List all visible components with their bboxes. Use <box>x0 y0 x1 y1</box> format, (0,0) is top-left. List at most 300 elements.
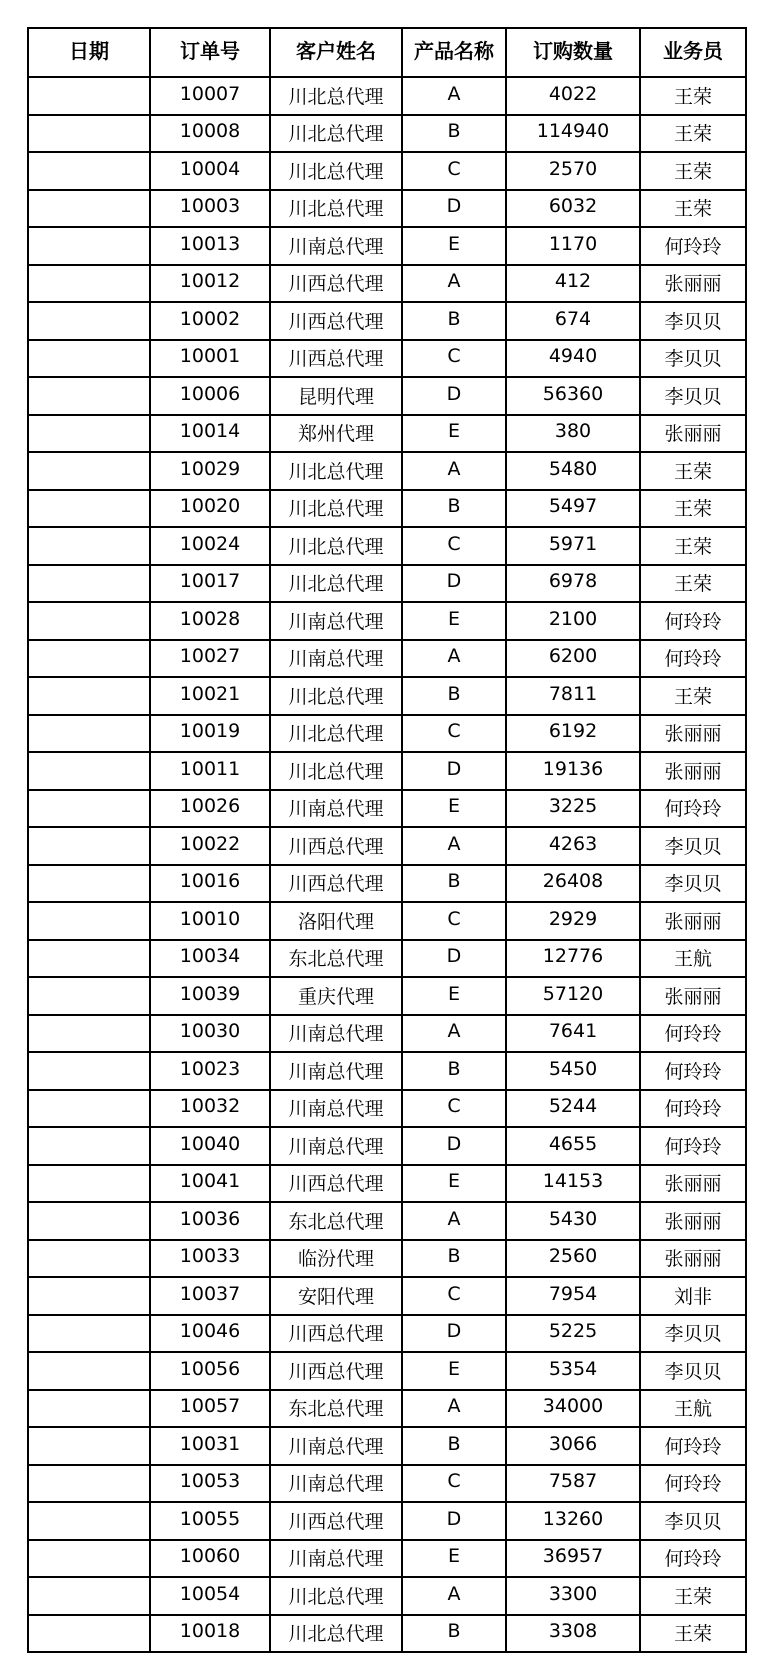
table-row <box>28 677 746 715</box>
order-no-cell: 10017 <box>150 565 270 603</box>
salesperson-cell: 张丽丽 <box>640 265 746 303</box>
salesperson-cell: 王航 <box>640 1390 746 1428</box>
column-header-quantity: 订购数量 <box>506 28 640 77</box>
quantity-cell: 5450 <box>506 1052 640 1090</box>
date-cell <box>28 715 150 753</box>
product-cell: B <box>402 1052 506 1090</box>
salesperson-cell: 何玲玲 <box>640 1127 746 1165</box>
date-cell <box>28 1315 150 1353</box>
order-no-cell: 10007 <box>150 77 270 115</box>
table-row <box>28 865 746 903</box>
salesperson-cell: 王荣 <box>640 77 746 115</box>
order-no-cell: 10040 <box>150 1127 270 1165</box>
header-row <box>28 28 746 77</box>
salesperson-cell: 李贝贝 <box>640 302 746 340</box>
product-cell: E <box>402 227 506 265</box>
quantity-cell: 19136 <box>506 752 640 790</box>
customer-cell: 川北总代理 <box>270 490 402 528</box>
product-cell: E <box>402 977 506 1015</box>
date-cell <box>28 1015 150 1053</box>
date-cell <box>28 1390 150 1428</box>
customer-cell: 川南总代理 <box>270 1052 402 1090</box>
quantity-cell: 3066 <box>506 1427 640 1465</box>
table-row <box>28 302 746 340</box>
table-row <box>28 1427 746 1465</box>
order-no-cell: 10003 <box>150 190 270 228</box>
quantity-cell: 6200 <box>506 640 640 678</box>
customer-cell: 川北总代理 <box>270 715 402 753</box>
table-row <box>28 602 746 640</box>
quantity-cell: 4263 <box>506 827 640 865</box>
date-cell <box>28 1465 150 1503</box>
date-cell <box>28 77 150 115</box>
date-cell <box>28 152 150 190</box>
customer-cell: 川南总代理 <box>270 1090 402 1128</box>
column-header-salesperson: 业务员 <box>640 28 746 77</box>
table-row <box>28 827 746 865</box>
date-cell <box>28 527 150 565</box>
salesperson-cell: 何玲玲 <box>640 1540 746 1578</box>
table-row <box>28 1202 746 1240</box>
date-cell <box>28 1502 150 1540</box>
salesperson-cell: 李贝贝 <box>640 1315 746 1353</box>
order-no-cell: 10001 <box>150 340 270 378</box>
customer-cell: 安阳代理 <box>270 1277 402 1315</box>
product-cell: A <box>402 265 506 303</box>
date-cell <box>28 1240 150 1278</box>
quantity-cell: 7954 <box>506 1277 640 1315</box>
table-row <box>28 1165 746 1203</box>
salesperson-cell: 李贝贝 <box>640 1502 746 1540</box>
date-cell <box>28 1090 150 1128</box>
product-cell: E <box>402 1352 506 1390</box>
quantity-cell: 412 <box>506 265 640 303</box>
product-cell: E <box>402 602 506 640</box>
date-cell <box>28 977 150 1015</box>
product-cell: D <box>402 752 506 790</box>
date-cell <box>28 1202 150 1240</box>
table-row <box>28 790 746 828</box>
table-row <box>28 340 746 378</box>
product-cell: C <box>402 340 506 378</box>
quantity-cell: 6978 <box>506 565 640 603</box>
date-cell <box>28 1052 150 1090</box>
table-row <box>28 527 746 565</box>
salesperson-cell: 王荣 <box>640 190 746 228</box>
quantity-cell: 5480 <box>506 452 640 490</box>
quantity-cell: 4022 <box>506 77 640 115</box>
product-cell: B <box>402 490 506 528</box>
table-row <box>28 227 746 265</box>
order-no-cell: 10055 <box>150 1502 270 1540</box>
quantity-cell: 380 <box>506 415 640 453</box>
quantity-cell: 26408 <box>506 865 640 903</box>
salesperson-cell: 李贝贝 <box>640 340 746 378</box>
date-cell <box>28 1540 150 1578</box>
quantity-cell: 114940 <box>506 115 640 153</box>
order-no-cell: 10011 <box>150 752 270 790</box>
date-cell <box>28 227 150 265</box>
date-cell <box>28 1127 150 1165</box>
quantity-cell: 36957 <box>506 1540 640 1578</box>
product-cell: B <box>402 1240 506 1278</box>
customer-cell: 川西总代理 <box>270 265 402 303</box>
customer-cell: 川西总代理 <box>270 1315 402 1353</box>
customer-cell: 郑州代理 <box>270 415 402 453</box>
customer-cell: 川南总代理 <box>270 1540 402 1578</box>
table-row <box>28 1577 746 1615</box>
product-cell: D <box>402 940 506 978</box>
customer-cell: 东北总代理 <box>270 940 402 978</box>
salesperson-cell: 张丽丽 <box>640 1240 746 1278</box>
quantity-cell: 7641 <box>506 1015 640 1053</box>
salesperson-cell: 何玲玲 <box>640 1015 746 1053</box>
customer-cell: 川西总代理 <box>270 1502 402 1540</box>
order-no-cell: 10060 <box>150 1540 270 1578</box>
order-no-cell: 10020 <box>150 490 270 528</box>
order-no-cell: 10006 <box>150 377 270 415</box>
order-no-cell: 10033 <box>150 1240 270 1278</box>
table-row <box>28 752 746 790</box>
salesperson-cell: 王荣 <box>640 527 746 565</box>
quantity-cell: 34000 <box>506 1390 640 1428</box>
date-cell <box>28 865 150 903</box>
salesperson-cell: 王荣 <box>640 452 746 490</box>
table-row <box>28 1540 746 1578</box>
customer-cell: 东北总代理 <box>270 1390 402 1428</box>
customer-cell: 川南总代理 <box>270 602 402 640</box>
customer-cell: 川北总代理 <box>270 190 402 228</box>
date-cell <box>28 902 150 940</box>
product-cell: D <box>402 1315 506 1353</box>
quantity-cell: 3300 <box>506 1577 640 1615</box>
product-cell: C <box>402 1465 506 1503</box>
product-cell: C <box>402 1277 506 1315</box>
table-row <box>28 265 746 303</box>
salesperson-cell: 王航 <box>640 940 746 978</box>
order-no-cell: 10019 <box>150 715 270 753</box>
order-no-cell: 10031 <box>150 1427 270 1465</box>
order-no-cell: 10039 <box>150 977 270 1015</box>
column-header-date: 日期 <box>28 28 150 77</box>
date-cell <box>28 265 150 303</box>
table-row <box>28 1615 746 1653</box>
order-no-cell: 10008 <box>150 115 270 153</box>
quantity-cell: 14153 <box>506 1165 640 1203</box>
product-cell: B <box>402 865 506 903</box>
order-no-cell: 10036 <box>150 1202 270 1240</box>
order-no-cell: 10029 <box>150 452 270 490</box>
salesperson-cell: 何玲玲 <box>640 602 746 640</box>
product-cell: A <box>402 1202 506 1240</box>
quantity-cell: 7587 <box>506 1465 640 1503</box>
salesperson-cell: 王荣 <box>640 152 746 190</box>
date-cell <box>28 1165 150 1203</box>
column-header-order-no: 订单号 <box>150 28 270 77</box>
table-row <box>28 1090 746 1128</box>
date-cell <box>28 1352 150 1390</box>
customer-cell: 川西总代理 <box>270 827 402 865</box>
date-cell <box>28 752 150 790</box>
salesperson-cell: 何玲玲 <box>640 1052 746 1090</box>
quantity-cell: 5971 <box>506 527 640 565</box>
table-row <box>28 377 746 415</box>
product-cell: B <box>402 302 506 340</box>
product-cell: B <box>402 677 506 715</box>
salesperson-cell: 张丽丽 <box>640 415 746 453</box>
quantity-cell: 2560 <box>506 1240 640 1278</box>
table-row <box>28 490 746 528</box>
customer-cell: 川南总代理 <box>270 227 402 265</box>
product-cell: D <box>402 377 506 415</box>
salesperson-cell: 王荣 <box>640 115 746 153</box>
quantity-cell: 5244 <box>506 1090 640 1128</box>
customer-cell: 川西总代理 <box>270 302 402 340</box>
customer-cell: 川西总代理 <box>270 340 402 378</box>
order-no-cell: 10053 <box>150 1465 270 1503</box>
order-no-cell: 10004 <box>150 152 270 190</box>
salesperson-cell: 何玲玲 <box>640 1465 746 1503</box>
customer-cell: 川北总代理 <box>270 115 402 153</box>
product-cell: A <box>402 1015 506 1053</box>
product-cell: E <box>402 415 506 453</box>
order-no-cell: 10041 <box>150 1165 270 1203</box>
order-no-cell: 10010 <box>150 902 270 940</box>
product-cell: D <box>402 1502 506 1540</box>
salesperson-cell: 张丽丽 <box>640 902 746 940</box>
order-no-cell: 10056 <box>150 1352 270 1390</box>
product-cell: C <box>402 715 506 753</box>
product-cell: E <box>402 1540 506 1578</box>
order-no-cell: 10046 <box>150 1315 270 1353</box>
quantity-cell: 6032 <box>506 190 640 228</box>
table-row <box>28 77 746 115</box>
date-cell <box>28 115 150 153</box>
date-cell <box>28 677 150 715</box>
date-cell <box>28 827 150 865</box>
customer-cell: 川南总代理 <box>270 1127 402 1165</box>
order-no-cell: 10022 <box>150 827 270 865</box>
order-no-cell: 10026 <box>150 790 270 828</box>
product-cell: C <box>402 1090 506 1128</box>
customer-cell: 东北总代理 <box>270 1202 402 1240</box>
salesperson-cell: 何玲玲 <box>640 227 746 265</box>
salesperson-cell: 王荣 <box>640 1615 746 1653</box>
customer-cell: 川西总代理 <box>270 865 402 903</box>
date-cell <box>28 602 150 640</box>
quantity-cell: 3308 <box>506 1615 640 1653</box>
product-cell: E <box>402 790 506 828</box>
customer-cell: 川南总代理 <box>270 1465 402 1503</box>
order-no-cell: 10024 <box>150 527 270 565</box>
customer-cell: 川北总代理 <box>270 752 402 790</box>
table-row <box>28 1390 746 1428</box>
quantity-cell: 5430 <box>506 1202 640 1240</box>
product-cell: B <box>402 115 506 153</box>
date-cell <box>28 302 150 340</box>
table-row <box>28 190 746 228</box>
column-header-customer: 客户姓名 <box>270 28 402 77</box>
quantity-cell: 1170 <box>506 227 640 265</box>
product-cell: D <box>402 1127 506 1165</box>
order-no-cell: 10032 <box>150 1090 270 1128</box>
customer-cell: 川北总代理 <box>270 77 402 115</box>
salesperson-cell: 李贝贝 <box>640 865 746 903</box>
table-row <box>28 1502 746 1540</box>
quantity-cell: 2570 <box>506 152 640 190</box>
table-row <box>28 1277 746 1315</box>
quantity-cell: 12776 <box>506 940 640 978</box>
product-cell: C <box>402 527 506 565</box>
order-no-cell: 10013 <box>150 227 270 265</box>
salesperson-cell: 张丽丽 <box>640 752 746 790</box>
product-cell: A <box>402 640 506 678</box>
date-cell <box>28 790 150 828</box>
salesperson-cell: 李贝贝 <box>640 827 746 865</box>
customer-cell: 川南总代理 <box>270 1015 402 1053</box>
date-cell <box>28 940 150 978</box>
order-no-cell: 10023 <box>150 1052 270 1090</box>
salesperson-cell: 王荣 <box>640 565 746 603</box>
customer-cell: 川北总代理 <box>270 677 402 715</box>
order-no-cell: 10002 <box>150 302 270 340</box>
customer-cell: 重庆代理 <box>270 977 402 1015</box>
table-row <box>28 1240 746 1278</box>
order-no-cell: 10012 <box>150 265 270 303</box>
salesperson-cell: 李贝贝 <box>640 377 746 415</box>
quantity-cell: 5354 <box>506 1352 640 1390</box>
salesperson-cell: 李贝贝 <box>640 1352 746 1390</box>
customer-cell: 昆明代理 <box>270 377 402 415</box>
quantity-cell: 7811 <box>506 677 640 715</box>
order-no-cell: 10037 <box>150 1277 270 1315</box>
date-cell <box>28 640 150 678</box>
salesperson-cell: 王荣 <box>640 677 746 715</box>
customer-cell: 川南总代理 <box>270 640 402 678</box>
customer-cell: 川北总代理 <box>270 527 402 565</box>
order-no-cell: 10054 <box>150 1577 270 1615</box>
salesperson-cell: 张丽丽 <box>640 977 746 1015</box>
salesperson-cell: 王荣 <box>640 490 746 528</box>
table-row <box>28 115 746 153</box>
table-row <box>28 940 746 978</box>
quantity-cell: 5497 <box>506 490 640 528</box>
order-no-cell: 10027 <box>150 640 270 678</box>
table-row <box>28 152 746 190</box>
customer-cell: 川南总代理 <box>270 1427 402 1465</box>
product-cell: A <box>402 827 506 865</box>
order-no-cell: 10057 <box>150 1390 270 1428</box>
product-cell: A <box>402 1577 506 1615</box>
order-no-cell: 10034 <box>150 940 270 978</box>
table-row <box>28 1315 746 1353</box>
customer-cell: 川北总代理 <box>270 452 402 490</box>
product-cell: E <box>402 1165 506 1203</box>
salesperson-cell: 何玲玲 <box>640 1090 746 1128</box>
product-cell: B <box>402 1427 506 1465</box>
date-cell <box>28 377 150 415</box>
salesperson-cell: 张丽丽 <box>640 1165 746 1203</box>
customer-cell: 临汾代理 <box>270 1240 402 1278</box>
table-row <box>28 565 746 603</box>
product-cell: B <box>402 1615 506 1653</box>
product-cell: C <box>402 152 506 190</box>
product-cell: D <box>402 190 506 228</box>
salesperson-cell: 王荣 <box>640 1577 746 1615</box>
customer-cell: 川南总代理 <box>270 790 402 828</box>
date-cell <box>28 1615 150 1653</box>
salesperson-cell: 张丽丽 <box>640 715 746 753</box>
table-row <box>28 452 746 490</box>
product-cell: A <box>402 77 506 115</box>
customer-cell: 川北总代理 <box>270 565 402 603</box>
date-cell <box>28 190 150 228</box>
quantity-cell: 3225 <box>506 790 640 828</box>
date-cell <box>28 565 150 603</box>
product-cell: A <box>402 1390 506 1428</box>
quantity-cell: 6192 <box>506 715 640 753</box>
quantity-cell: 56360 <box>506 377 640 415</box>
order-no-cell: 10028 <box>150 602 270 640</box>
orders-table <box>27 27 747 1653</box>
table-row <box>28 977 746 1015</box>
customer-cell: 川北总代理 <box>270 1615 402 1653</box>
customer-cell: 川北总代理 <box>270 152 402 190</box>
table-row <box>28 1352 746 1390</box>
customer-cell: 川西总代理 <box>270 1165 402 1203</box>
column-header-product: 产品名称 <box>402 28 506 77</box>
table-row <box>28 902 746 940</box>
salesperson-cell: 刘非 <box>640 1277 746 1315</box>
quantity-cell: 674 <box>506 302 640 340</box>
date-cell <box>28 1277 150 1315</box>
order-no-cell: 10018 <box>150 1615 270 1653</box>
date-cell <box>28 1577 150 1615</box>
date-cell <box>28 490 150 528</box>
quantity-cell: 13260 <box>506 1502 640 1540</box>
quantity-cell: 2100 <box>506 602 640 640</box>
quantity-cell: 57120 <box>506 977 640 1015</box>
order-no-cell: 10016 <box>150 865 270 903</box>
quantity-cell: 5225 <box>506 1315 640 1353</box>
table-row <box>28 1465 746 1503</box>
order-no-cell: 10021 <box>150 677 270 715</box>
table-row <box>28 1127 746 1165</box>
order-no-cell: 10030 <box>150 1015 270 1053</box>
product-cell: C <box>402 902 506 940</box>
table-body <box>28 77 746 1652</box>
table-row <box>28 1015 746 1053</box>
customer-cell: 川北总代理 <box>270 1577 402 1615</box>
quantity-cell: 4940 <box>506 340 640 378</box>
product-cell: A <box>402 452 506 490</box>
quantity-cell: 4655 <box>506 1127 640 1165</box>
customer-cell: 川西总代理 <box>270 1352 402 1390</box>
salesperson-cell: 何玲玲 <box>640 790 746 828</box>
date-cell <box>28 452 150 490</box>
table-row <box>28 415 746 453</box>
date-cell <box>28 1427 150 1465</box>
salesperson-cell: 何玲玲 <box>640 1427 746 1465</box>
date-cell <box>28 340 150 378</box>
table-row <box>28 640 746 678</box>
quantity-cell: 2929 <box>506 902 640 940</box>
table-row <box>28 715 746 753</box>
salesperson-cell: 何玲玲 <box>640 640 746 678</box>
date-cell <box>28 415 150 453</box>
product-cell: D <box>402 565 506 603</box>
table-row <box>28 1052 746 1090</box>
